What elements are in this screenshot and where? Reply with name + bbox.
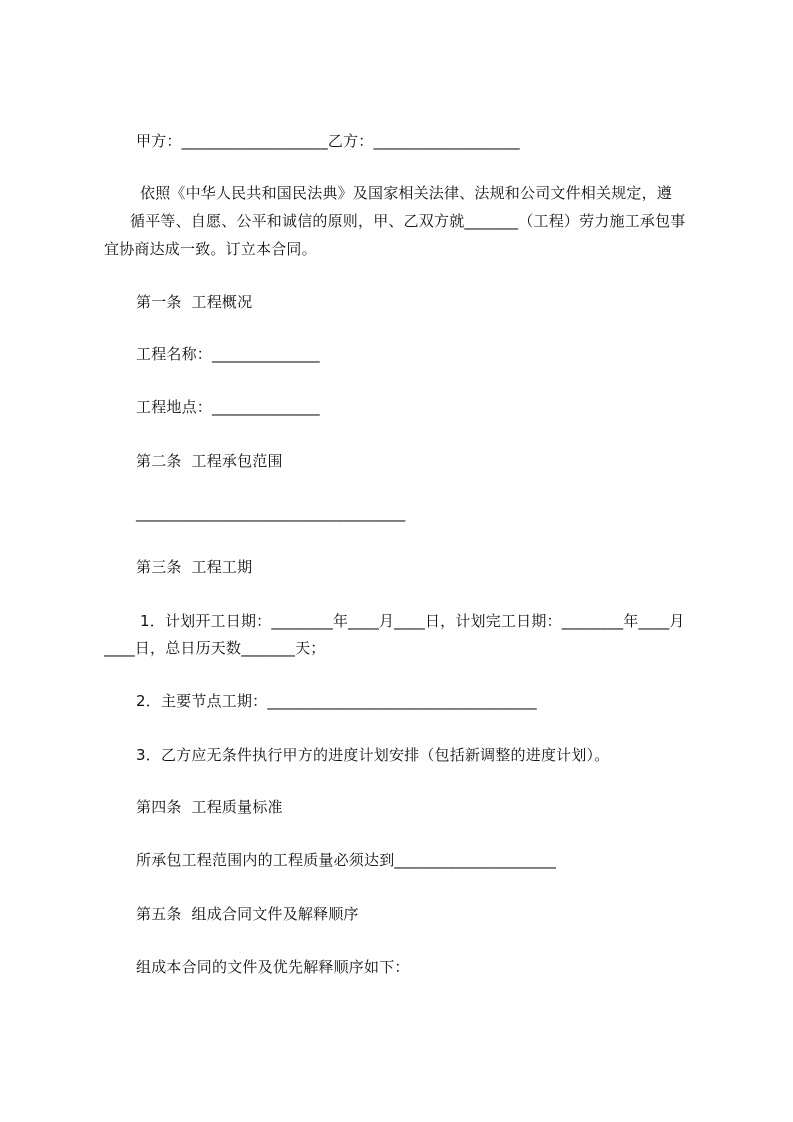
article-4-heading: 第四条 工程质量标准 bbox=[136, 798, 283, 816]
article-3-heading: 第三条 工程工期 bbox=[136, 558, 253, 576]
schedule-item-1-line-1: 1．计划开工日期：________年____月____日，计划完工日期：________年____月 bbox=[140, 612, 685, 630]
schedule-item-2: 2．主要节点工期：___________________________________ bbox=[136, 692, 537, 710]
article-5-heading: 第五条 组成合同文件及解释顺序 bbox=[136, 905, 359, 923]
article-2-heading: 第二条 工程承包范围 bbox=[136, 452, 283, 470]
intro-line-2: 循平等、自愿、公平和诚信的原则，甲、乙双方就_______（工程）劳力施工承包事 bbox=[130, 212, 686, 230]
article-1-heading: 第一条 工程概况 bbox=[136, 293, 253, 311]
quality-standard-line: 所承包工程范围内的工程质量必须达到_____________________ bbox=[136, 851, 557, 869]
project-name-line: 工程名称：______________ bbox=[136, 345, 320, 363]
intro-line-3: 宜协商达成一致。订立本合同。 bbox=[104, 240, 317, 258]
project-location-line: 工程地点：______________ bbox=[136, 398, 320, 416]
intro-line-1: 依照《中华人民共和国民法典》及国家相关法律、法规和公司文件相关规定，遵 bbox=[140, 184, 673, 202]
parties-line: 甲方：___________________乙方：___________________ bbox=[136, 132, 520, 150]
contract-docs-intro: 组成本合同的文件及优先解释顺序如下： bbox=[136, 958, 410, 976]
schedule-item-3: 3．乙方应无条件执行甲方的进度计划安排（包括新调整的进度计划）。 bbox=[136, 746, 610, 764]
schedule-item-1-line-2: ____日，总日历天数_______天； bbox=[104, 639, 326, 657]
scope-blank-line: ___________________________________ bbox=[136, 504, 406, 522]
